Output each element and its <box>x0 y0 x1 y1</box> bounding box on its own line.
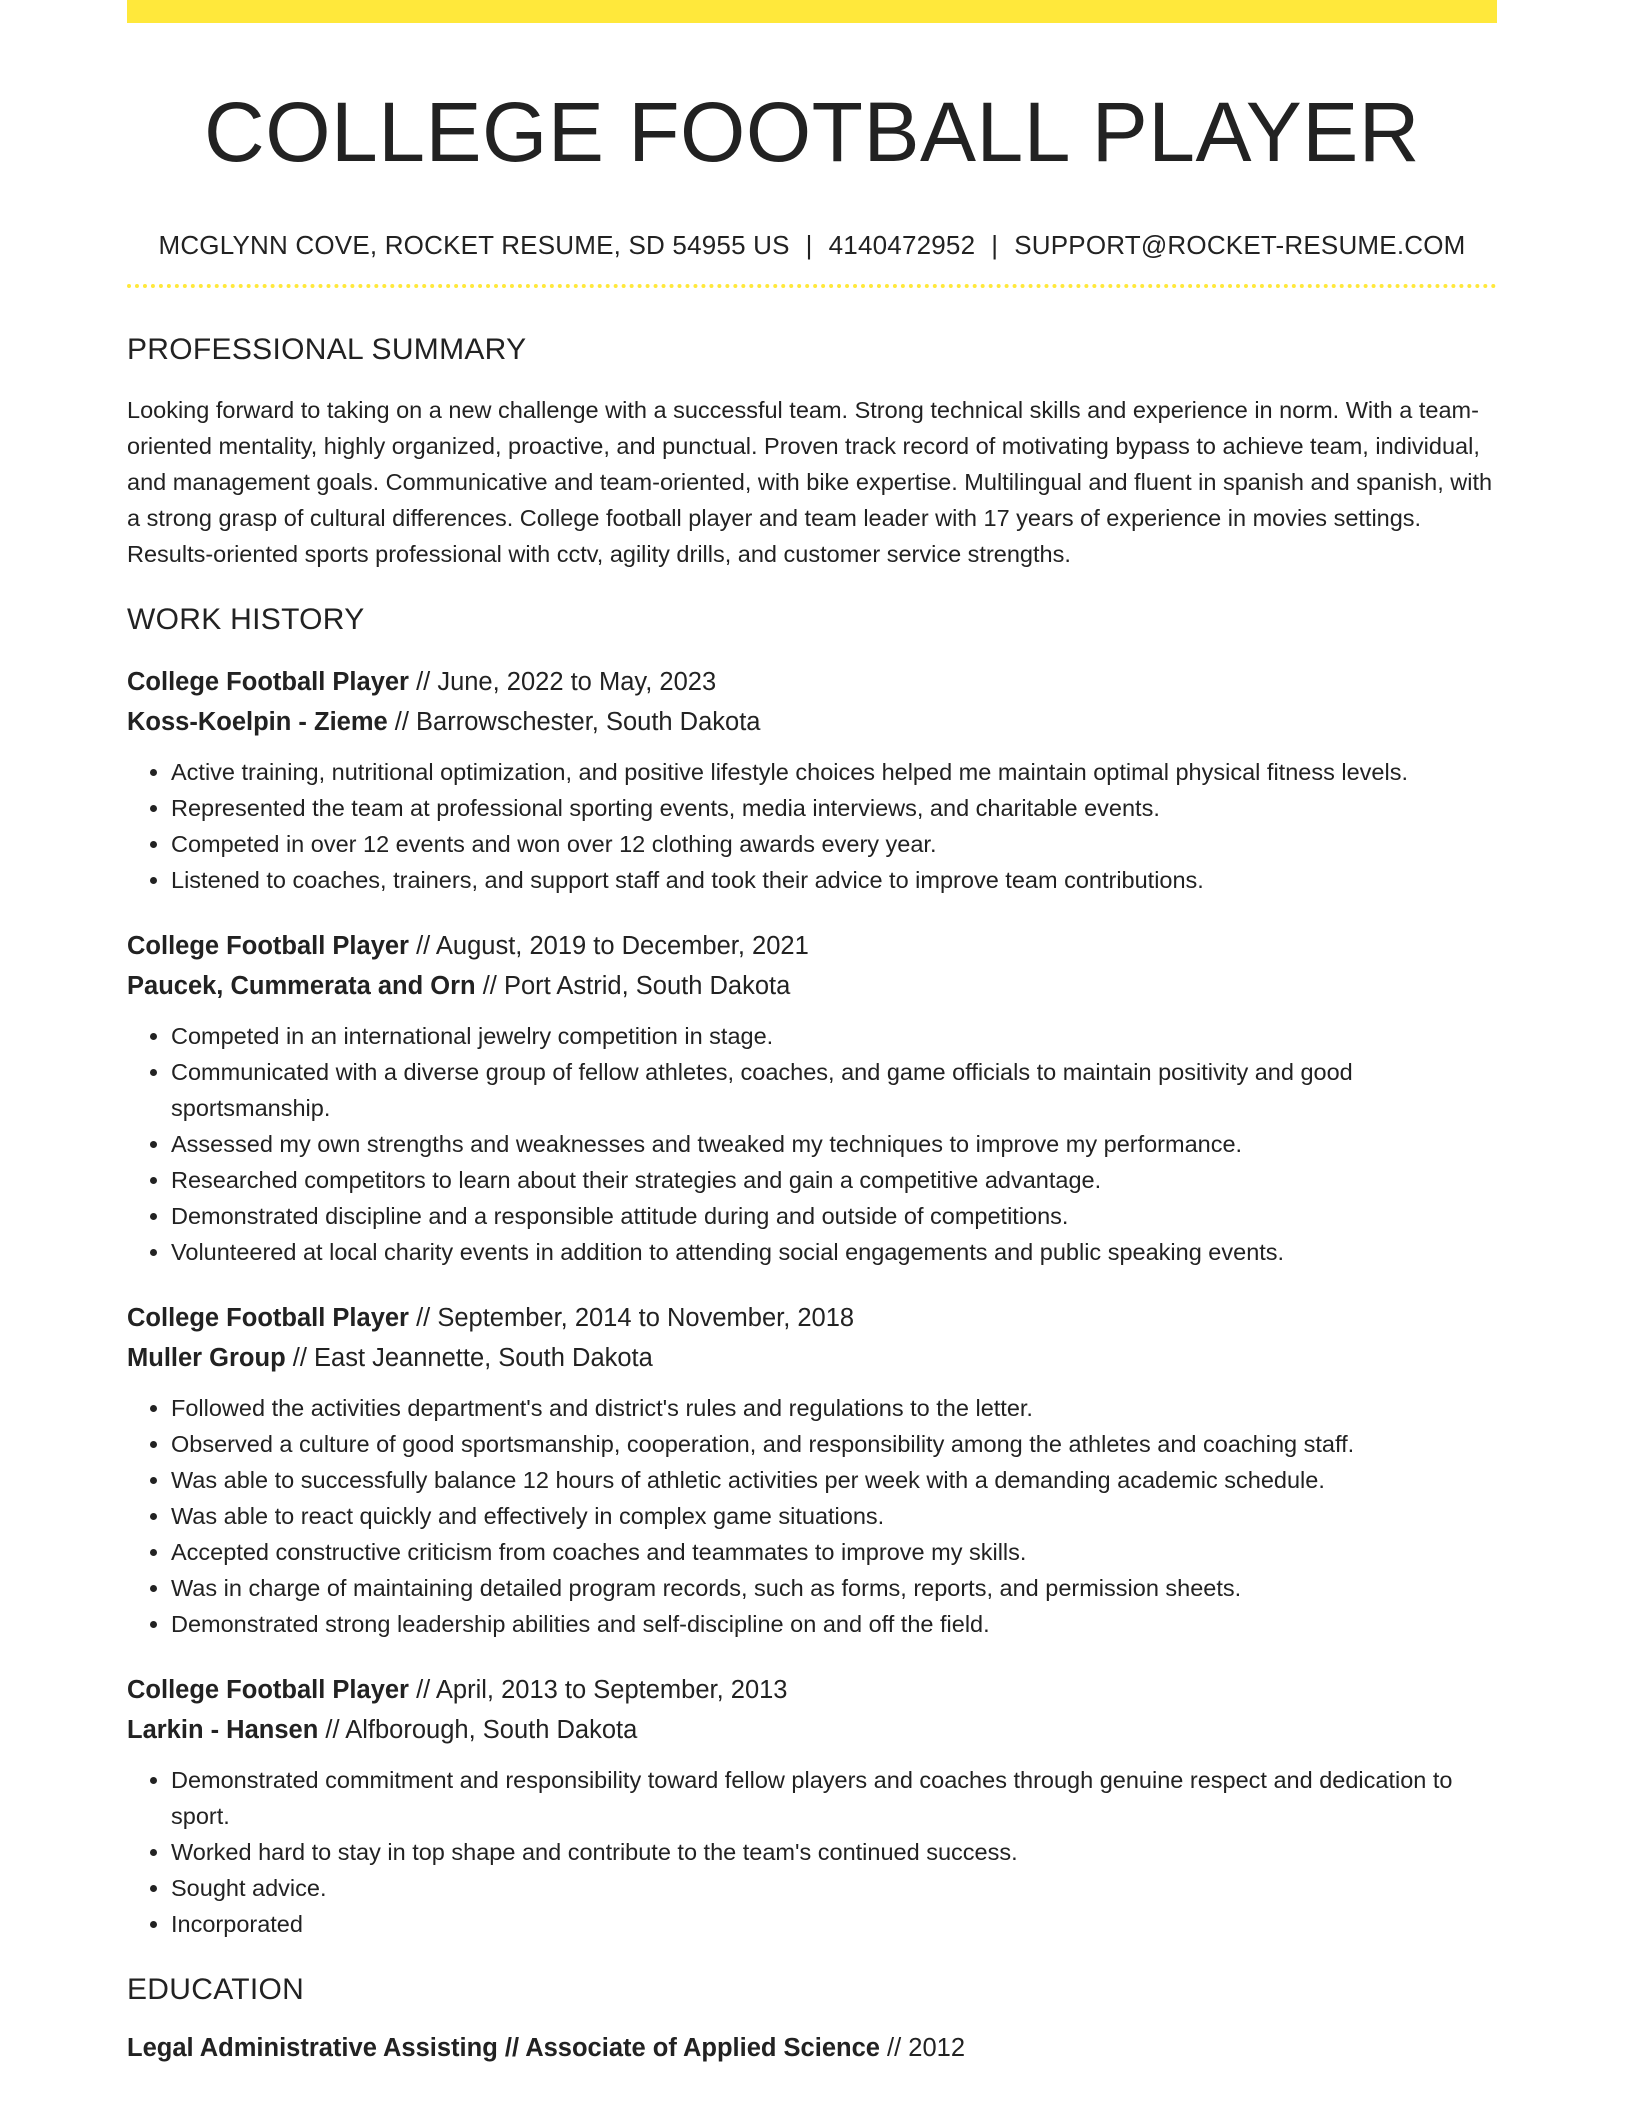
resume-content <box>127 0 1497 2068</box>
job-company-line <box>127 702 1497 742</box>
job-bullet: • Demonstrated discipline and a responsible attitude during and outside of competitions. <box>171 1198 1497 1234</box>
contact-phone: 4140472952 <box>828 230 976 260</box>
job-title-line <box>127 662 1497 702</box>
job-bullet: • Observed a culture of good sportsmanship, cooperation, and responsibility among the athletes and coaching staff. <box>171 1426 1497 1462</box>
job-company-line <box>127 1710 1497 1750</box>
job-bullet: • Active training, nutritional optimization, and positive lifestyle choices helped me maintain optimal physical fitness levels. <box>171 754 1497 790</box>
job-dates: // June, 2022 to May, 2023 <box>408 668 717 696</box>
job-role: College Football Player <box>127 1676 409 1704</box>
contact-separator: | <box>805 230 813 260</box>
job-company-line <box>127 966 1497 1006</box>
job-entry <box>127 926 1497 1270</box>
job-entry <box>127 662 1497 898</box>
contact-line <box>127 228 1497 262</box>
job-role: College Football Player <box>127 1304 409 1332</box>
work-history-heading: WORK HISTORY <box>127 603 365 636</box>
job-bullet: • Researched competitors to learn about their strategies and gain a competitive advantage. <box>171 1162 1497 1198</box>
job-bullet: • Volunteered at local charity events in addition to attending social engagements and public speaking events. <box>171 1234 1497 1270</box>
job-company-line <box>127 1338 1497 1378</box>
job-location: // Alfborough, South Dakota <box>318 1716 638 1744</box>
job-bullet: • Demonstrated commitment and responsibility toward fellow players and coaches through genuine respect and dedication to sport. <box>171 1762 1497 1834</box>
job-company: Paucek, Cummerata and Orn <box>127 972 476 1000</box>
job-bullet: • Accepted constructive criticism from coaches and teammates to improve my skills. <box>171 1534 1497 1570</box>
summary-heading: PROFESSIONAL SUMMARY <box>127 333 527 366</box>
education-joiner: // <box>497 2034 526 2062</box>
education-field: Legal Administrative Assisting <box>127 2034 498 2062</box>
contact-separator: | <box>991 230 999 260</box>
job-bullet: • Represented the team at professional sporting events, media interviews, and charitable events. <box>171 790 1497 826</box>
job-title-line <box>127 1298 1497 1338</box>
job-location: // Port Astrid, South Dakota <box>475 972 791 1000</box>
education-year: // 2012 <box>879 2034 966 2062</box>
job-location: // East Jeannette, South Dakota <box>285 1344 653 1372</box>
resume-name: COLLEGE FOOTBALL PLAYER <box>204 85 1420 179</box>
job-bullet: • Sought advice. <box>171 1870 1497 1906</box>
education-entry <box>127 2028 1497 2068</box>
job-bullets <box>127 1018 1497 1270</box>
job-bullet: • Worked hard to stay in top shape and contribute to the team's continued success. <box>171 1834 1497 1870</box>
job-company: Koss-Koelpin - Zieme <box>127 708 388 736</box>
job-dates: // August, 2019 to December, 2021 <box>408 932 809 960</box>
job-company: Muller Group <box>127 1344 286 1372</box>
job-bullet: • Demonstrated strong leadership abilities and self-discipline on and off the field. <box>171 1606 1497 1642</box>
job-bullet: • Followed the activities department's and district's rules and regulations to the letter. <box>171 1390 1497 1426</box>
job-role: College Football Player <box>127 668 409 696</box>
dotted-divider <box>127 284 1497 288</box>
job-bullet: • Was able to successfully balance 12 hours of athletic activities per week with a demanding academic schedule. <box>171 1462 1497 1498</box>
job-bullet: • Competed in over 12 events and won over 12 clothing awards every year. <box>171 826 1497 862</box>
contact-address: MCGLYNN COVE, ROCKET RESUME, SD 54955 US <box>158 230 790 260</box>
job-bullet: • Was in charge of maintaining detailed program records, such as forms, reports, and permission sheets. <box>171 1570 1497 1606</box>
job-bullet: • Incorporated <box>171 1906 1497 1942</box>
job-bullets <box>127 754 1497 898</box>
summary-text: Looking forward to taking on a new challenge with a successful team. Strong technical skills and experience in norm. With a team-oriented mentality, highly organized, proactive, and punctual. Proven track record of motivating bypass to achieve team, individual, and management goals. Communicative and team-oriented, with bike expertise. Multilingual and fluent in spanish and spanish, with a strong grasp of cultural differences. College football player and team leader with 17 years of experience in movies settings. Results-oriented sports professional with cctv, agility drills, and customer service strengths. <box>127 397 1493 567</box>
job-bullet: • Competed in an international jewelry competition in stage. <box>171 1018 1497 1054</box>
job-dates: // September, 2014 to November, 2018 <box>408 1304 855 1332</box>
job-title-line <box>127 926 1497 966</box>
job-bullet: • Was able to react quickly and effectively in complex game situations. <box>171 1498 1497 1534</box>
job-bullet: • Listened to coaches, trainers, and support staff and took their advice to improve team contributions. <box>171 862 1497 898</box>
job-bullets <box>127 1390 1497 1642</box>
job-bullet: • Communicated with a diverse group of fellow athletes, coaches, and game officials to maintain positivity and good sportsmanship. <box>171 1054 1497 1126</box>
education-degree: Associate of Applied Science <box>525 2034 880 2062</box>
job-title-line <box>127 1670 1497 1710</box>
job-role: College Football Player <box>127 932 409 960</box>
job-dates: // April, 2013 to September, 2013 <box>408 1676 788 1704</box>
job-entry <box>127 1298 1497 1642</box>
job-entry <box>127 1670 1497 1942</box>
job-bullet: • Assessed my own strengths and weaknesses and tweaked my techniques to improve my performance. <box>171 1126 1497 1162</box>
job-bullets <box>127 1762 1497 1942</box>
job-company: Larkin - Hansen <box>127 1716 319 1744</box>
job-location: // Barrowschester, South Dakota <box>387 708 761 736</box>
contact-email: SUPPORT@ROCKET-RESUME.COM <box>1014 230 1466 260</box>
education-heading: EDUCATION <box>127 1973 305 2006</box>
